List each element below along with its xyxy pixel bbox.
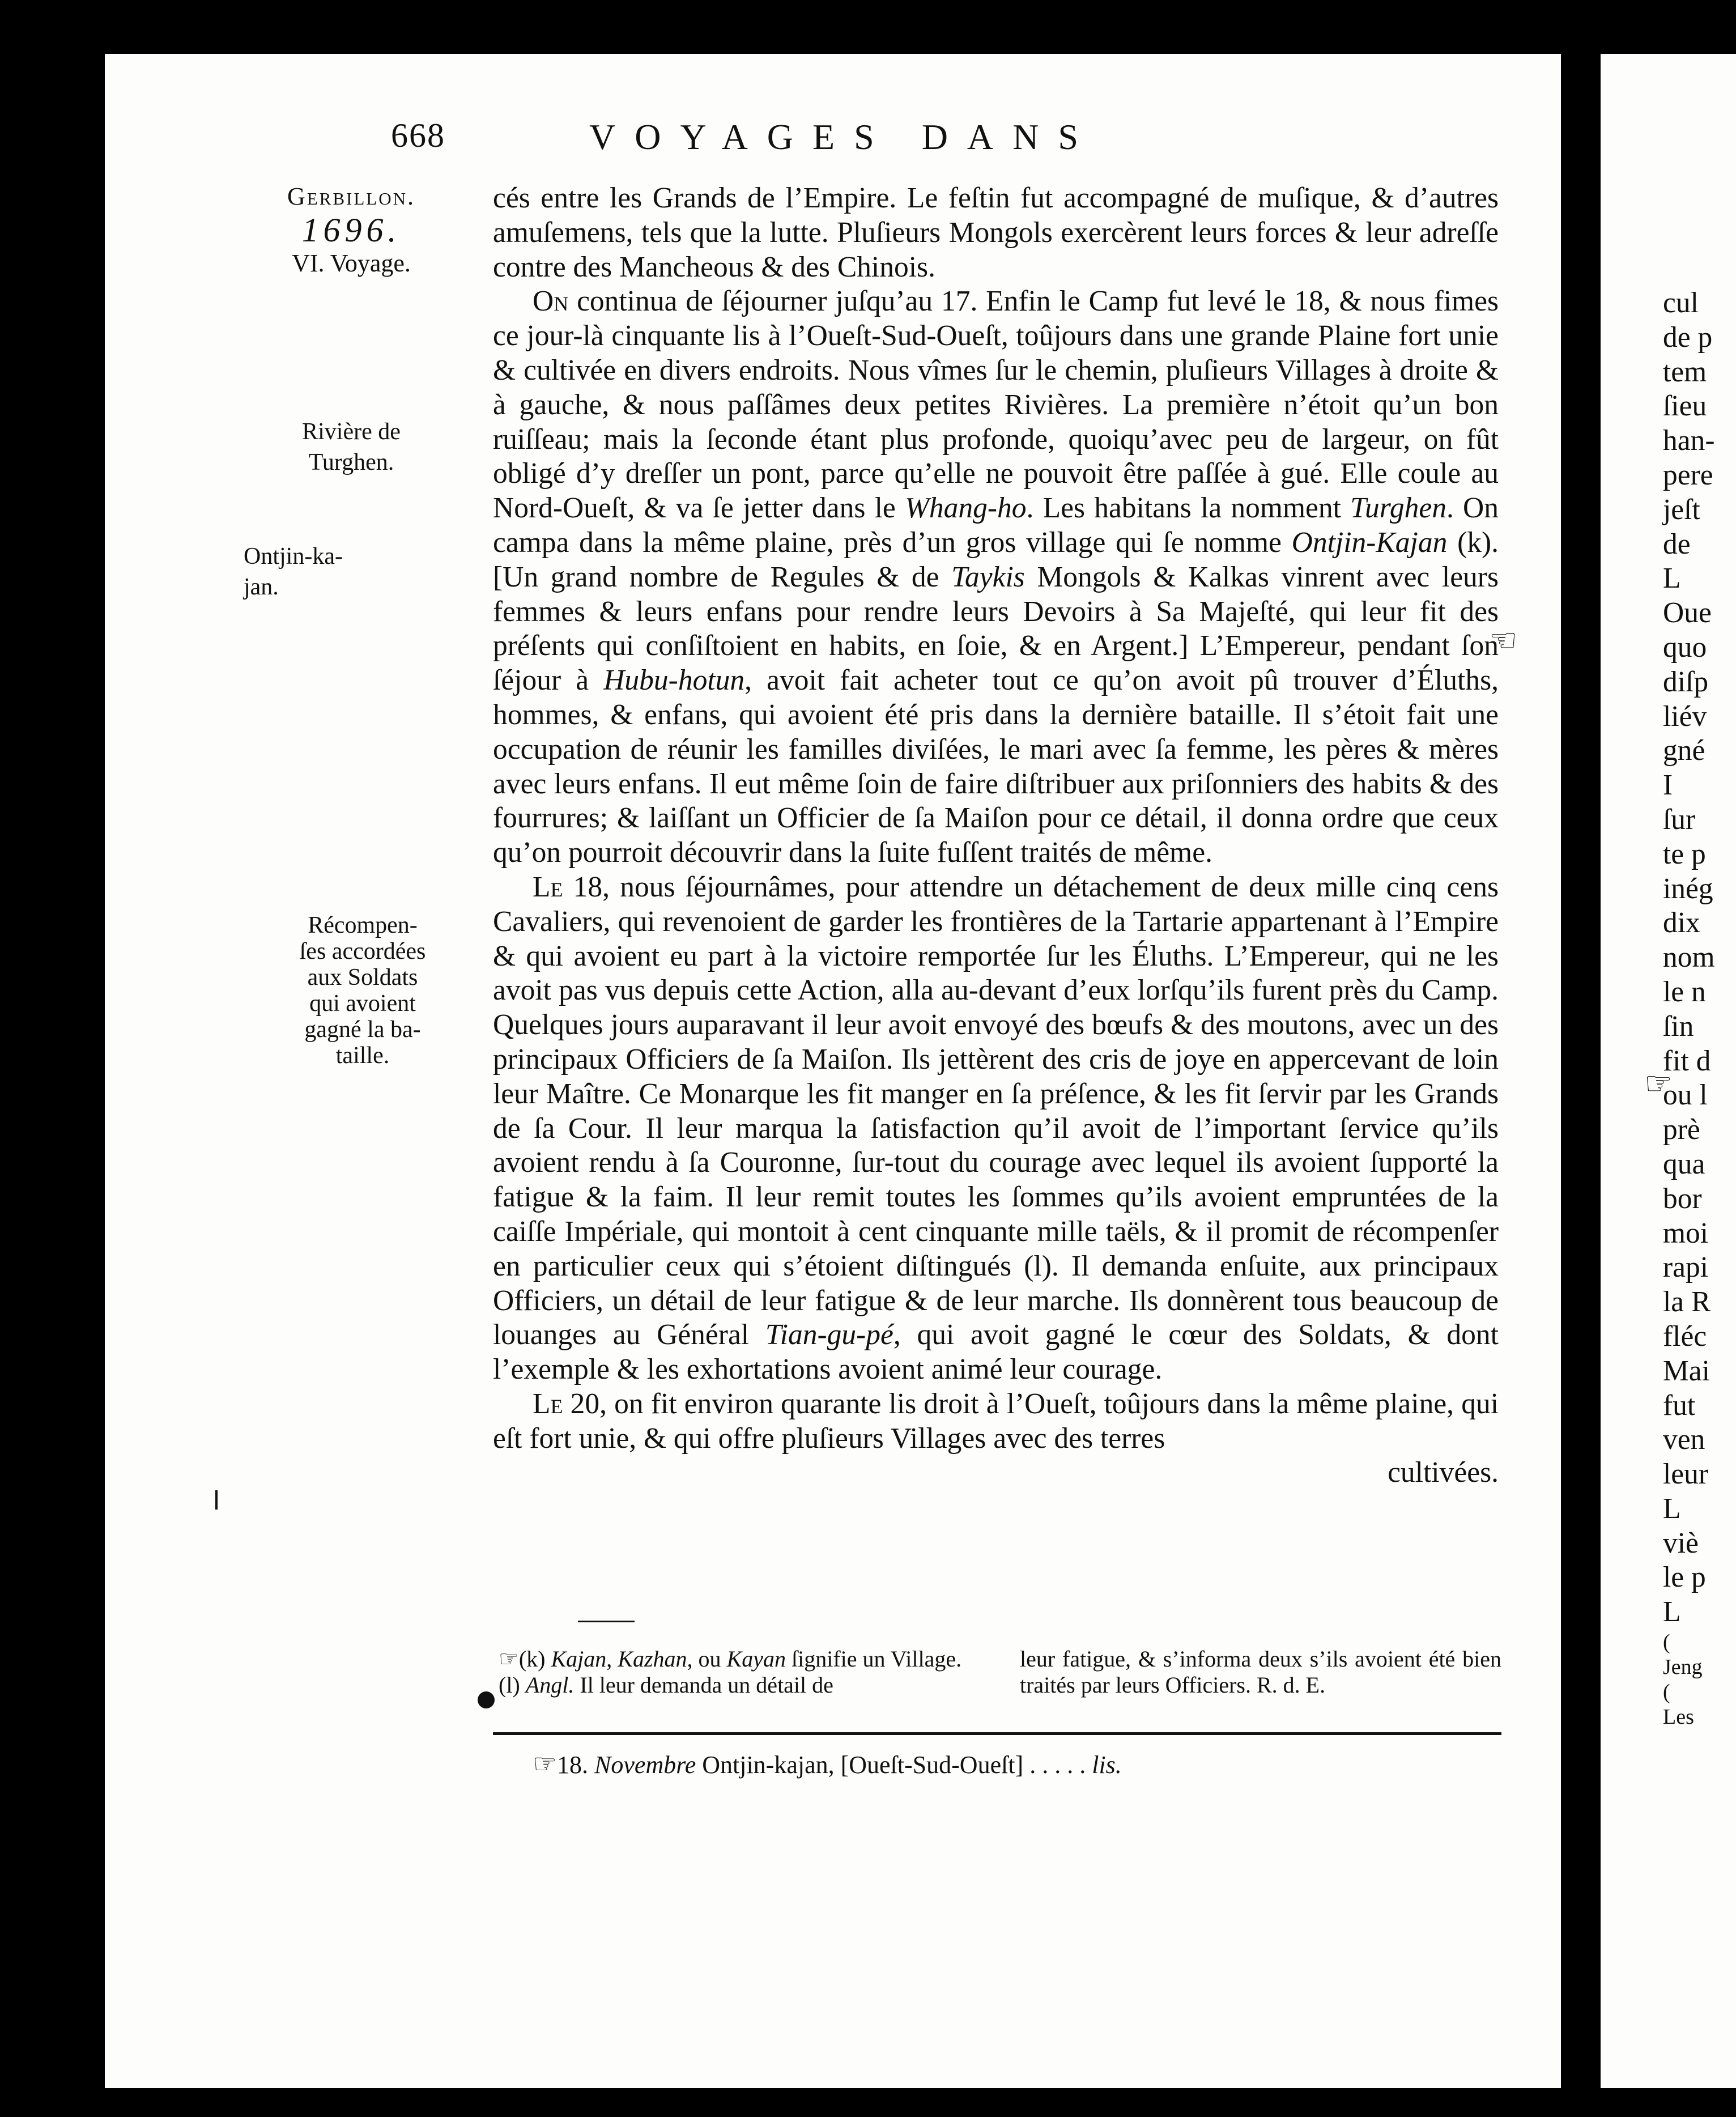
- right-page-line: leur: [1663, 1458, 1709, 1491]
- right-page-line: liév: [1663, 700, 1707, 733]
- right-page-line: ſieu: [1663, 390, 1707, 423]
- right-page-line: tem: [1663, 355, 1707, 388]
- text-run: Angl.: [525, 1672, 575, 1698]
- footnote-rule: [578, 1621, 635, 1622]
- margin-line: Récompen-: [308, 912, 418, 938]
- right-page-line: prè: [1663, 1113, 1700, 1146]
- margin-line: Rivière de: [302, 419, 401, 445]
- text-run: cés entre les Grands de l’Empire. Le feſtin fut accompagné de muſique, & d’autres amuſemens, tels que la lutte. Pluſieurs Mongols exercèrent leurs forces & leur adreſſe contre des Mancheous & des Chinois.: [493, 182, 1499, 283]
- right-page-line: Oue: [1663, 597, 1712, 630]
- text-run: Turghen: [1350, 492, 1446, 525]
- right-page-line: L: [1663, 1596, 1681, 1629]
- margin-note-rewards: [238, 912, 487, 1069]
- voyage-number: VI. Voyage.: [292, 249, 411, 277]
- text-run: Le: [533, 870, 563, 903]
- right-page-line: la R: [1663, 1286, 1711, 1319]
- right-page-line: jeſt: [1663, 493, 1700, 526]
- right-page-line: bor: [1663, 1182, 1702, 1215]
- right-page-line: fléc: [1663, 1320, 1707, 1353]
- text-run: Kayan: [726, 1646, 786, 1672]
- right-page-line: le n: [1663, 975, 1706, 1008]
- margin-line: qui avoient: [309, 991, 416, 1017]
- right-page-line: ſur: [1663, 803, 1696, 836]
- right-page-text: [1663, 286, 1715, 1729]
- right-page-line: moi: [1663, 1217, 1709, 1249]
- paragraph: [493, 870, 1499, 1387]
- footnote-l: [499, 1672, 986, 1698]
- paragraph: [493, 284, 1499, 870]
- right-page-line: rapi: [1663, 1251, 1709, 1284]
- main-text: [493, 181, 1499, 1490]
- right-page-line: le p: [1663, 1561, 1706, 1594]
- right-page-line: diſp: [1663, 665, 1709, 698]
- right-page-line: han-: [1663, 424, 1715, 457]
- margin-line: Ontjin-ka-: [244, 543, 343, 569]
- right-page-line: inég: [1663, 872, 1713, 905]
- text-run: (k). [Un grand nombre de Regules & de: [493, 526, 1499, 593]
- text-run: On: [533, 285, 569, 318]
- footnote-right: [1020, 1646, 1501, 1698]
- right-page-line: ſin: [1663, 1010, 1694, 1043]
- bottom-rule: [493, 1732, 1501, 1735]
- text-run: 20, on fit environ quarante lis droit à l’Oueſt, toûjours dans la même plaine, qui eſt fort unie, & qui offre pluſieurs Villages avec des terres: [493, 1387, 1499, 1455]
- text-run: , ou: [687, 1646, 727, 1672]
- margin-line: ſes accordées: [299, 938, 426, 964]
- right-page-line: de p: [1663, 321, 1713, 354]
- text-run: ſignifie un Village.: [785, 1646, 962, 1672]
- right-page-line: nom: [1663, 941, 1715, 974]
- footnote-k: [499, 1646, 986, 1672]
- right-page-line: Mai: [1663, 1354, 1710, 1387]
- right-page-line: fut: [1663, 1389, 1696, 1422]
- running-head: [391, 116, 1326, 167]
- right-page-line: pere: [1663, 458, 1713, 491]
- page-number: 668: [391, 117, 445, 154]
- margin-line: jan.: [244, 574, 279, 600]
- text-run: , qui avoit gagné le cœur des Soldats, & dont l’exemple & les exhortations avoient animé leur courage.: [493, 1319, 1499, 1386]
- margin-line: taille.: [335, 1043, 390, 1069]
- right-page-line: viè: [1663, 1527, 1699, 1559]
- right-page-line: dix: [1663, 907, 1700, 940]
- text-run: 18, nous ſéjournâmes, pour attendre un détachement de deux mille cinq cens Cavaliers, qui revenoient de garder les frontières de la Tartarie appartenant à l’Empire & qui avoient eu part à la victoire remportée ſur les Éluths. L’Empereur, qui ne les avoit pas vus depuis cette Action, alla au-devant d’eux lorſqu’ils furent près du Camp. Quelques jours auparavant il leur avoit envoyé des bœufs & des moutons, avec un des principaux Officiers de ſa Maiſon. Ils jettèrent des cris de joye en appercevant de loin leur Maître. Ce Monarque les fit manger en ſa préſence, & les fit ſervir par les Grands de ſa Cour. Il leur marqua la ſatisfaction qu’il avoit de l’important ſervice qu’ils avoient rendu à ſa Couronne, ſur-tout du courage avec lequel ils avoient ſupporté la fatigue & la faim. Il leur remit toutes les ſommes qu’ils avoient empruntées de la caiſſe Impériale, qui montoit à cent cinquante mille taëls, & il promit de récompenſer en particulier ceux qui s’étoient diſtingués (l). Il demanda enſuite, aux principaux Officiers, un détail de leur fatigue & de leur marche. Ils donnèrent tous beaucoup de louanges au Général: [493, 870, 1499, 1351]
- text-run: Le: [533, 1387, 563, 1420]
- right-page-note: (: [1663, 1630, 1670, 1655]
- text-run: Il leur demanda un détail de: [574, 1672, 833, 1698]
- text-run: Hubu-hotun: [603, 664, 745, 697]
- text-run: leur fatigue, & s’informa deux s’ils avoient été bien traités par leurs Officiers. R. d. E.: [1020, 1646, 1501, 1698]
- right-page-line: gné: [1663, 734, 1705, 767]
- pointing-hand-icon: ☞: [533, 1749, 558, 1779]
- right-page-line: cul: [1663, 287, 1699, 319]
- right-page-line: te p: [1663, 838, 1706, 870]
- right-page-line: de: [1663, 528, 1691, 560]
- text-run: Kazhan: [618, 1646, 687, 1672]
- right-page-line: quo: [1663, 631, 1707, 664]
- pointing-hand-icon: ☜: [1489, 623, 1518, 658]
- margin-line: Turghen.: [308, 449, 394, 475]
- author-name: Gerbillon.: [287, 182, 416, 210]
- text-run: ,: [606, 1646, 618, 1672]
- right-page-line: ou l: [1663, 1079, 1708, 1112]
- running-title: VOYAGES DANS: [589, 117, 1097, 157]
- text-run: 18.: [557, 1751, 595, 1779]
- text-run: Mongols & Kalkas vinrent avec leurs femmes & leurs enfans pour rendre leurs Devoirs à Sa Majeſté, qui leur fit des préſents qui conſiſtoient en habits, en ſoie, & en Argent.] L’Empereur, pendant ſon ſéjour à: [493, 560, 1499, 697]
- text-run: Ontjin-Kajan: [1291, 526, 1448, 559]
- text-run: Whang-ho: [904, 492, 1027, 525]
- text-run: , avoit fait acheter tout ce qu’on avoit pû trouver d’Éluths, hommes, & enfans, qui avoient été pris dans la dernière bataille. Il s’étoit fait une occupation de réunir les familles diviſées, le mari avec ſa femme, les pères & mères avec leurs enfans. Il eut même ſoin de faire diſtribuer aux priſonniers des habits & des fourrures; & laiſſant un Officier de ſa Maiſon pour ce détail, il donna ordre que ceux qu’on pourroit découvrir dans la ſuite fuſſent traités de même.: [493, 664, 1499, 869]
- margin-line: aux Soldats: [307, 964, 418, 991]
- year: 1696.: [301, 211, 401, 249]
- paragraph-end: [493, 1456, 1499, 1490]
- margin-line: gagné la ba-: [304, 1017, 421, 1043]
- text-run: Taykis: [951, 560, 1025, 593]
- text-run: . Les habitans la nomment: [1026, 492, 1351, 525]
- itinerary-line: [533, 1748, 1122, 1780]
- right-page-note: Les: [1663, 1705, 1694, 1729]
- margin-note-river: [227, 416, 476, 478]
- margin-note-place: [244, 541, 425, 602]
- text-run: lis.: [1092, 1751, 1122, 1779]
- right-page-note: Jeng: [1663, 1655, 1703, 1680]
- footnote-left: [499, 1646, 986, 1698]
- right-page-line: ven: [1663, 1423, 1705, 1456]
- right-page-line: fit d: [1663, 1044, 1711, 1077]
- ink-blot: [478, 1691, 495, 1708]
- text-run: Ontjin-kajan, [Oueſt-Sud-Oueſt] . . . . .: [696, 1751, 1092, 1779]
- text-run: Tian-gu-pé: [765, 1319, 893, 1351]
- text-run: . On campa dans la même plaine, près d’un gros village qui ſe nomme: [493, 492, 1499, 559]
- paragraph: [493, 181, 1499, 284]
- margin-note-author: [227, 181, 476, 279]
- right-page-line: I: [1663, 769, 1673, 802]
- text-run: Novembre: [594, 1751, 696, 1779]
- paragraph: [493, 1387, 1499, 1456]
- right-page-line: qua: [1663, 1147, 1705, 1180]
- right-page-line: L: [1663, 1492, 1681, 1525]
- pointing-hand-icon: ☞: [1644, 1066, 1673, 1102]
- right-page-note: (: [1663, 1680, 1670, 1704]
- right-page-line: L: [1663, 562, 1681, 595]
- margin-mark: [215, 1490, 218, 1510]
- text-run: ☞(k): [499, 1646, 551, 1672]
- text-run: (l): [499, 1672, 526, 1698]
- text-run: Kajan: [551, 1646, 607, 1672]
- text-run: cultivées.: [1388, 1456, 1499, 1489]
- text-run: continua de ſéjourner juſqu’au 17. Enfin le Camp fut levé le 18, & nous fimes ce jour-là cinquante lis à l’Oueſt-Sud-Oueſt, toûjours dans une grande Plaine fort unie & cultivée en divers endroits. Nous vîmes ſur le chemin, pluſieurs Villages à droite & à gauche, & nous paſſâmes deux petites Rivières. La première n’étoit qu’un bon ruiſſeau; mais la ſeconde étant plus profonde, quoiqu’avec peu de largeur, on fût obligé d’y dreſſer un pont, parce qu’elle ne pouvoit être paſſée à gué. Elle coule au Nord-Oueſt, & va ſe jetter dans le: [493, 285, 1499, 525]
